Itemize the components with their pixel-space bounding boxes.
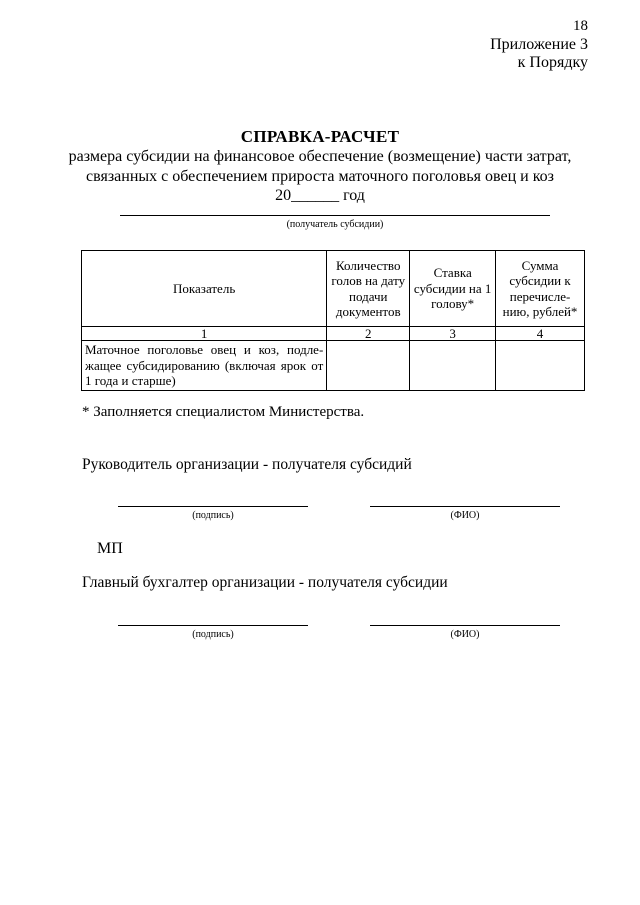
appendix-label: Приложение 3 xyxy=(490,36,588,53)
accountant-name-label: (ФИО) xyxy=(450,629,480,640)
subtitle-line-1: размера субсидии на финансовое обеспечение (возмещение) части затрат, xyxy=(68,148,572,165)
appendix-reference: к Порядку xyxy=(517,54,588,71)
column-number: 2 xyxy=(327,327,410,341)
table-header-row xyxy=(82,251,585,327)
director-signature-label: (подпись) xyxy=(192,510,234,521)
column-number-row xyxy=(82,327,585,341)
column-number: 1 xyxy=(82,327,327,341)
document-subtitle xyxy=(0,147,640,206)
header-head-count: Количество голов на дату подачи документов xyxy=(327,251,410,327)
director-name-line[interactable] xyxy=(370,506,560,507)
column-number: 4 xyxy=(496,327,585,341)
header-indicator: Показатель xyxy=(82,251,327,327)
document-title: СПРАВКА-РАСЧЕТ xyxy=(240,127,400,146)
subsidy-table xyxy=(81,250,585,391)
subtitle-line-2: связанных с обеспечением прироста маточного поголовья овец и коз xyxy=(86,167,554,185)
accountant-name-line[interactable] xyxy=(370,625,560,626)
header-rate: Ставка субсидии на 1 голову* xyxy=(410,251,496,327)
stamp-place: МП xyxy=(97,540,123,557)
column-number: 3 xyxy=(410,327,496,341)
chief-accountant-title: Главный бухгалтер организации - получателя субсидии xyxy=(82,574,448,591)
header-amount: Сумма субсидии к перечисле-нию, рублей* xyxy=(496,251,585,327)
page-number: 18 xyxy=(573,18,588,34)
appendix-note xyxy=(490,36,588,72)
director-signature-line[interactable] xyxy=(118,506,308,507)
rate-cell[interactable] xyxy=(410,341,496,391)
table-row xyxy=(82,341,585,391)
director-title: Руководитель организации - получателя субсидий xyxy=(82,456,412,473)
amount-cell[interactable] xyxy=(496,341,585,391)
count-cell[interactable] xyxy=(327,341,410,391)
director-name-label: (ФИО) xyxy=(450,510,480,521)
accountant-signature-label: (подпись) xyxy=(192,629,234,640)
recipient-label: (получатель субсидии) xyxy=(286,219,384,230)
accountant-signature-line[interactable] xyxy=(118,625,308,626)
recipient-line[interactable] xyxy=(120,215,550,216)
footnote: * Заполняется специалистом Министерства. xyxy=(82,404,365,420)
indicator-cell: Маточное поголовье овец и коз, подле-жащее субсидированию (включая ярок от 1 года и старше) xyxy=(82,341,327,391)
subtitle-line-3: 20______ год xyxy=(275,187,365,204)
